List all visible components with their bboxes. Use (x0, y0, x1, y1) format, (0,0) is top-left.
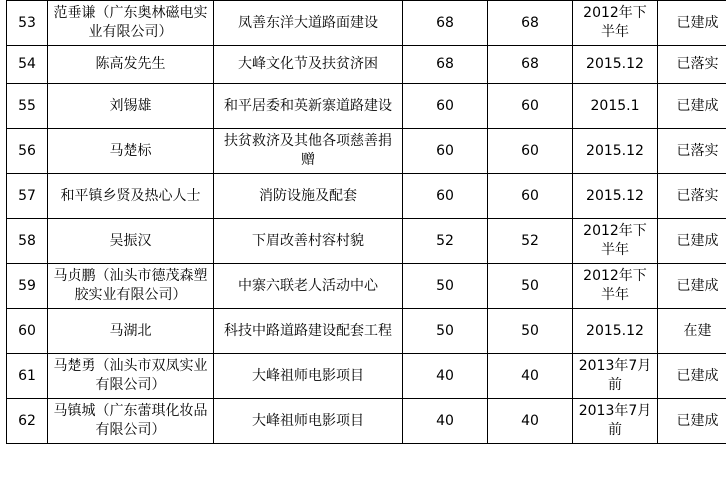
row-paid-amount: 60 (488, 174, 573, 219)
table-row (7, 354, 726, 399)
row-pledged-amount: 50 (403, 264, 488, 309)
row-paid-amount: 60 (488, 129, 573, 174)
row-status: 已建成 (658, 399, 726, 444)
row-paid-amount: 50 (488, 264, 573, 309)
table-row (7, 264, 726, 309)
table-body (7, 1, 726, 444)
table-row (7, 129, 726, 174)
row-donor-name: 马楚勇（汕头市双凤实业有限公司） (48, 354, 214, 399)
row-pledged-amount: 52 (403, 219, 488, 264)
row-donor-name: 马贞鹏（汕头市德茂森塑胶实业有限公司） (48, 264, 214, 309)
row-paid-amount: 52 (488, 219, 573, 264)
row-status: 已建成 (658, 84, 726, 129)
row-paid-amount: 40 (488, 354, 573, 399)
row-time: 2015.1 (573, 84, 658, 129)
row-project: 中寨六联老人活动中心 (214, 264, 403, 309)
row-status: 已落实 (658, 129, 726, 174)
row-paid-amount: 40 (488, 399, 573, 444)
row-status: 在建 (658, 309, 726, 354)
table-row (7, 84, 726, 129)
row-pledged-amount: 68 (403, 46, 488, 84)
row-time: 2015.12 (573, 309, 658, 354)
row-donor-name: 马楚标 (48, 129, 214, 174)
row-time: 2015.12 (573, 46, 658, 84)
row-index: 58 (7, 219, 48, 264)
row-status: 已建成 (658, 354, 726, 399)
row-donor-name: 陈高发先生 (48, 46, 214, 84)
row-status: 已落实 (658, 174, 726, 219)
row-index: 57 (7, 174, 48, 219)
row-pledged-amount: 60 (403, 84, 488, 129)
row-time: 2013年7月前 (573, 399, 658, 444)
row-status: 已建成 (658, 219, 726, 264)
row-project: 扶贫救济及其他各项慈善捐赠 (214, 129, 403, 174)
row-time: 2015.12 (573, 129, 658, 174)
row-paid-amount: 68 (488, 1, 573, 46)
row-project: 大峰祖师电影项目 (214, 354, 403, 399)
row-project: 和平居委和英新寨道路建设 (214, 84, 403, 129)
table-row (7, 399, 726, 444)
row-paid-amount: 68 (488, 46, 573, 84)
row-pledged-amount: 40 (403, 399, 488, 444)
row-time: 2012年下半年 (573, 1, 658, 46)
row-donor-name: 刘锡雄 (48, 84, 214, 129)
row-time: 2013年7月前 (573, 354, 658, 399)
row-index: 53 (7, 1, 48, 46)
row-donor-name: 马湖北 (48, 309, 214, 354)
row-time: 2012年下半年 (573, 264, 658, 309)
table-row (7, 219, 726, 264)
row-status: 已建成 (658, 264, 726, 309)
table-row (7, 174, 726, 219)
row-time: 2015.12 (573, 174, 658, 219)
row-pledged-amount: 50 (403, 309, 488, 354)
row-index: 60 (7, 309, 48, 354)
table-row (7, 1, 726, 46)
row-index: 59 (7, 264, 48, 309)
row-donor-name: 和平镇乡贤及热心人士 (48, 174, 214, 219)
row-project: 下眉改善村容村貌 (214, 219, 403, 264)
donation-table (6, 0, 726, 444)
row-time: 2012年下半年 (573, 219, 658, 264)
row-status: 已建成 (658, 1, 726, 46)
row-project: 大峰文化节及扶贫济困 (214, 46, 403, 84)
row-pledged-amount: 60 (403, 129, 488, 174)
row-donor-name: 马镇城（广东蕾琪化妆品有限公司） (48, 399, 214, 444)
row-project: 大峰祖师电影项目 (214, 399, 403, 444)
row-donor-name: 范垂谦（广东奥林磁电实业有限公司） (48, 1, 214, 46)
table-row (7, 309, 726, 354)
row-paid-amount: 50 (488, 309, 573, 354)
row-project: 凤善东洋大道路面建设 (214, 1, 403, 46)
row-index: 54 (7, 46, 48, 84)
row-status: 已落实 (658, 46, 726, 84)
row-index: 55 (7, 84, 48, 129)
row-pledged-amount: 60 (403, 174, 488, 219)
row-paid-amount: 60 (488, 84, 573, 129)
row-project: 科技中路道路建设配套工程 (214, 309, 403, 354)
table-row (7, 46, 726, 84)
row-donor-name: 吴振汉 (48, 219, 214, 264)
row-project: 消防设施及配套 (214, 174, 403, 219)
row-index: 61 (7, 354, 48, 399)
row-index: 56 (7, 129, 48, 174)
row-index: 62 (7, 399, 48, 444)
row-pledged-amount: 68 (403, 1, 488, 46)
row-pledged-amount: 40 (403, 354, 488, 399)
